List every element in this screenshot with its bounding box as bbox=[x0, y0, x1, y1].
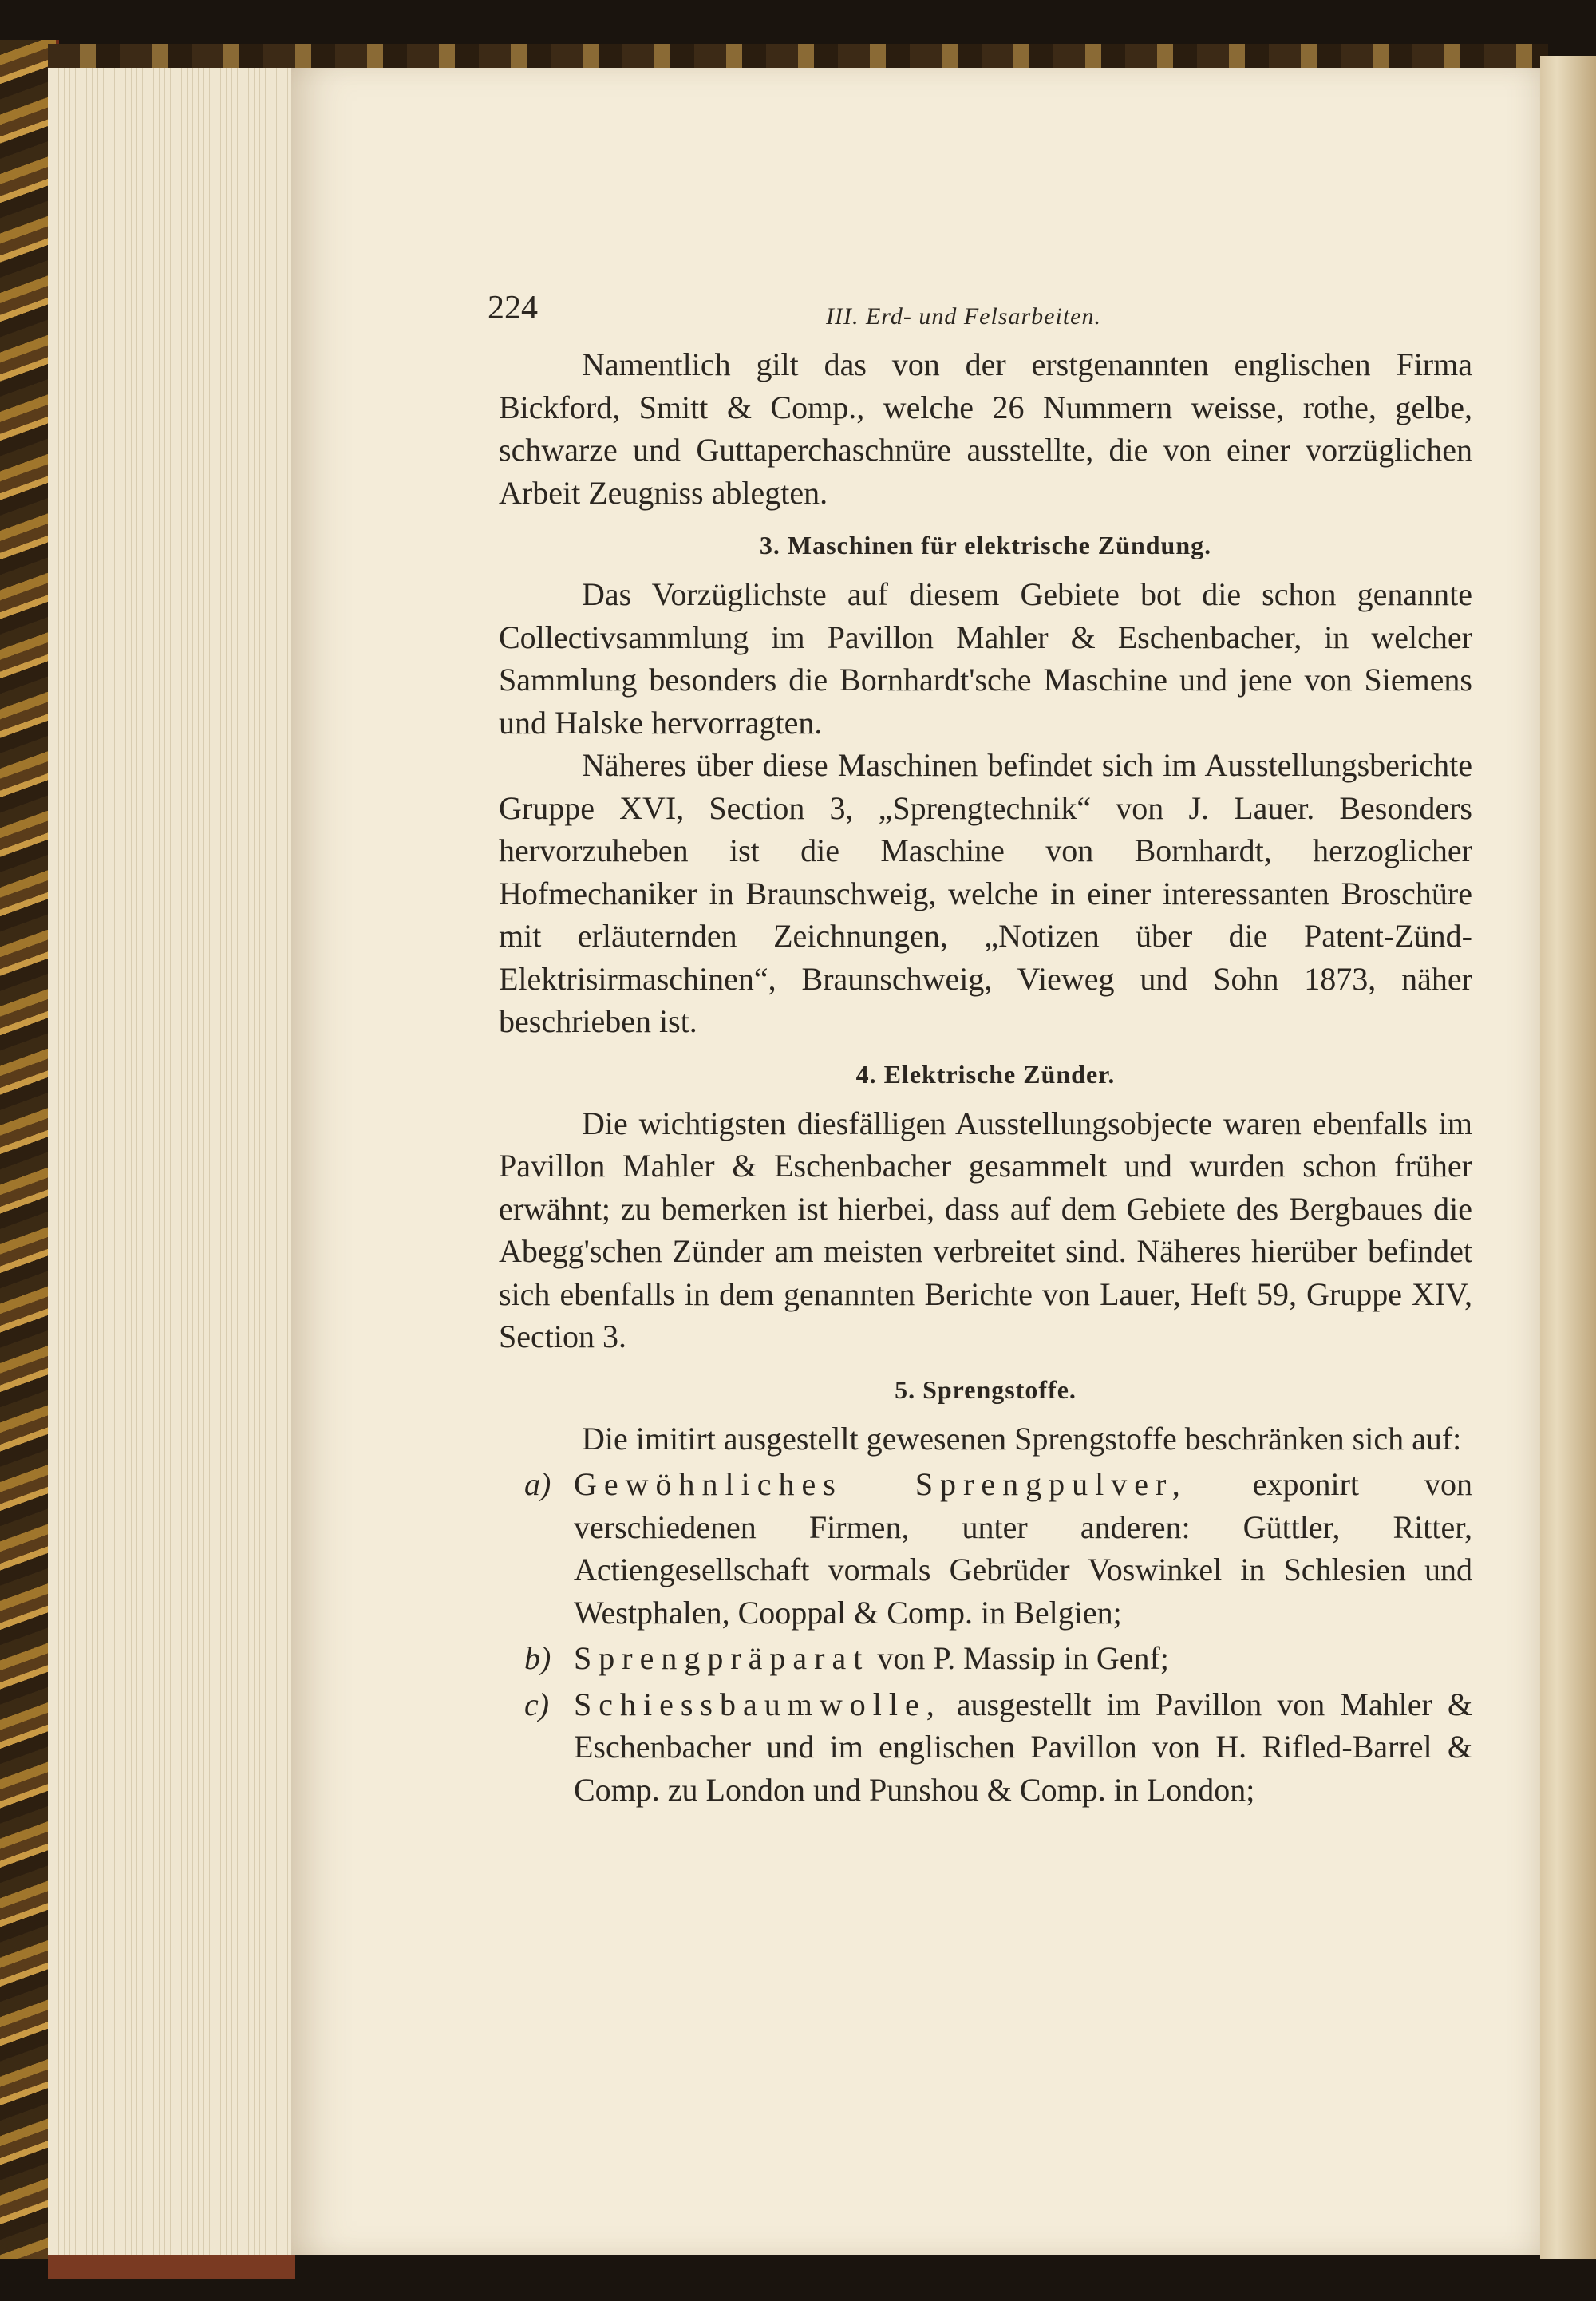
chapter-title: III. Erd- und Felsarbeiten. bbox=[826, 303, 1101, 330]
paragraph-sprengstoffe-intro: Die imitirt ausgestellt gewesenen Sprengstoffe beschränken sich auf: bbox=[582, 1420, 1462, 1457]
running-head bbox=[488, 287, 1472, 343]
list-term: Gewöhnliches Sprengpulver, bbox=[574, 1466, 1187, 1502]
paragraph-firma-bickford: Namentlich gilt das von der erstgenannten englischen Firma Bickford, Smitt & Comp., welche 26 Nummern weisse, rothe, gelbe, schwarze und Guttaperchaschnüre ausstellte, die von einer vorzüglichen Arbeit Zeugniss ablegten. bbox=[499, 346, 1472, 511]
list-item bbox=[499, 1637, 1472, 1680]
list-marker: a) bbox=[524, 1466, 551, 1502]
paragraph-ausstellungsobjecte: Die wichtigsten diesfälligen Ausstellungsobjecte waren ebenfalls im Pavillon Mahler & Eschenbacher gesammelt und wurden schon früher erwähnt; zu bemerken ist hierbei, dass auf dem Gebiete des Bergbaues die Abegg'schen Zünder am meisten verbreitet sind. Näheres hierüber befindet sich ebenfalls in dem genannten Berichte von Lauer, Heft 59, Gruppe XIV, Section 3. bbox=[499, 1105, 1472, 1354]
list-marker: c) bbox=[524, 1686, 550, 1722]
paragraph-naeheres-maschinen: Näheres über diese Maschinen befindet sich im Ausstellungsberichte Gruppe XVI, Section 3, „Sprengtechnik“ von J. Lauer. Besonders hervorzuheben ist die Maschine von Bornhardt, herzoglicher Hofmechaniker in Braunschweig, welche in einer interessanten Broschüre mit erläuternden Zeichnungen, „Notizen über die Patent-Zünd-Elektrisirmaschinen“, Braunschweig, Vieweg und Sohn 1873, näher beschrieben ist. bbox=[499, 747, 1472, 1039]
list-item bbox=[499, 1463, 1472, 1634]
opposite-page-edge bbox=[1540, 56, 1596, 2259]
list-item bbox=[499, 1683, 1472, 1812]
list-text: exponirt von verschiedenen Firmen, unter anderen: Güttler, Ritter, Actiengesellschaft vormals Gebrüder Voswinkel in Schlesien und Westphalen, Cooppal & Comp. in Belgien; bbox=[574, 1466, 1472, 1631]
list-term: Sprengpräparat bbox=[574, 1640, 870, 1676]
list-text: von P. Massip in Genf; bbox=[877, 1640, 1169, 1676]
list-marker: b) bbox=[524, 1640, 551, 1676]
page-content bbox=[488, 287, 1472, 1814]
list-term: Schiessbaumwolle, bbox=[574, 1686, 942, 1722]
page-number: 224 bbox=[488, 290, 538, 326]
heading-elektrische-zuender: 4. Elektrische Zünder. bbox=[855, 1059, 1116, 1089]
heading-maschinen: 3. Maschinen für elektrische Zündung. bbox=[759, 531, 1212, 559]
list-text: ausgestellt im Pavillon von Mahler & Eschenbacher und im englischen Pavillon von H. Rifled-Barrel & Comp. zu London und Punshou & Comp. in London; bbox=[574, 1686, 1472, 1808]
page-stack-edges bbox=[48, 68, 295, 2279]
book-page bbox=[291, 68, 1540, 2255]
paragraph-collectivsammlung: Das Vorzüglichste auf diesem Gebiete bot die schon genannte Collectivsammlung im Pavillon Mahler & Eschenbacher, in welcher Sammlung besonders die Bornhardt'sche Maschine und jene von Siemens und Halske hervorragten. bbox=[499, 576, 1472, 741]
heading-sprengstoffe: 5. Sprengstoffe. bbox=[895, 1374, 1077, 1404]
